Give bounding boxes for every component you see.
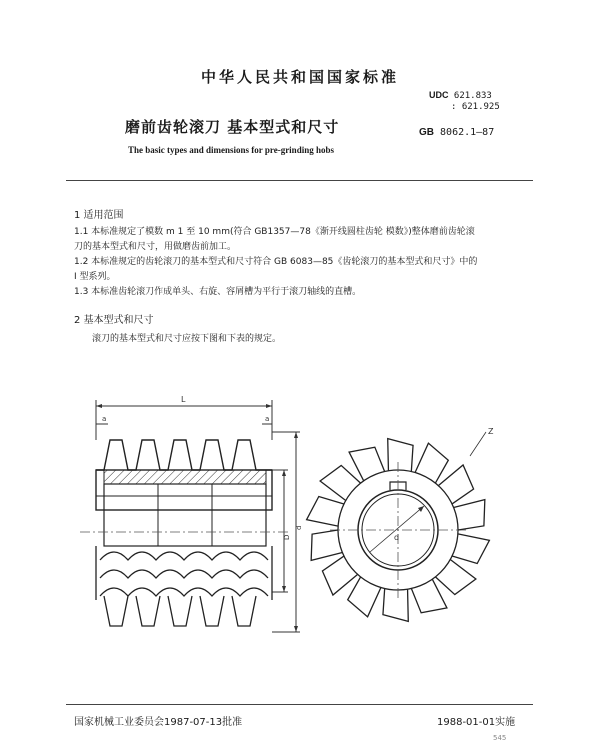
udc-code-2: : 621.925	[451, 102, 500, 112]
section-1-heading: 1 适用范围	[74, 210, 124, 221]
dim-label-d: d	[295, 525, 303, 530]
implementation-date: 1988-01-01实施	[437, 717, 516, 728]
section-2-intro: 滚刀的基本型式和尺寸应按下图和下表的规定。	[92, 334, 282, 344]
dim-label-D: D	[283, 534, 291, 540]
helical-teeth-lower	[96, 546, 272, 626]
clause-1-2-line-2: I 型系列。	[74, 272, 116, 282]
hatched-section	[104, 470, 266, 484]
cutting-tooth	[415, 443, 448, 483]
header-divider	[66, 180, 533, 181]
cutting-tooth	[411, 579, 447, 613]
cutting-tooth	[438, 465, 473, 504]
section-1-body	[74, 225, 544, 300]
gb-number: 8062.1—87	[440, 127, 495, 138]
bore-label-d: d	[394, 533, 400, 542]
udc-code-1: 621.833	[453, 91, 492, 101]
hob-drawing	[0, 385, 600, 655]
gb-label: GB	[419, 127, 434, 138]
hub-body	[104, 484, 266, 546]
teeth-label-Z: Z	[488, 427, 494, 436]
english-title: The basic types and dimensions for pre-grinding hobs	[128, 145, 334, 155]
dimension-lines	[96, 400, 300, 632]
udc-label: UDC	[429, 90, 449, 100]
dim-label-a-left: a	[102, 415, 107, 423]
clause-1-2-line-1: 1.2 本标准规定的齿轮滚刀的基本型式和尺寸符合 GB 6083—85《齿轮滚刀的基本型式和尺寸》中的	[74, 257, 478, 267]
cutting-tooth	[388, 439, 413, 472]
clause-1-1-line-2: 刀的基本型式和尺寸，用做磨齿前加工。	[74, 242, 237, 252]
cutting-tooth	[349, 447, 385, 481]
cutting-tooth	[322, 556, 357, 595]
clause-1-1-line-1: 1.1 本标准规定了模数 m 1 至 10 mm(符合 GB1357—78《渐开线圆柱齿轮 模数》)整体磨前齿轮滚	[74, 227, 475, 237]
clause-1-3: 1.3 本标准齿轮滚刀作成单头、右旋、容屑槽为平行于滚刀轴线的直槽。	[74, 287, 362, 297]
approval-note: 国家机械工业委员会1987-07-13批准	[74, 717, 243, 728]
standard-title: 中华人民共和国国家标准	[200, 68, 399, 86]
dim-label-L: L	[181, 395, 186, 404]
section-2-heading: 2 基本型式和尺寸	[74, 315, 154, 326]
cutting-tooth	[320, 465, 360, 500]
document-title: 磨前齿轮滚刀 基本型式和尺寸	[125, 118, 340, 136]
thread-profile-top	[96, 440, 272, 470]
cutting-tooth	[435, 559, 475, 594]
dim-label-a-right: a	[265, 415, 270, 423]
page-number: 545	[493, 734, 507, 742]
cutting-tooth	[383, 589, 408, 622]
cutting-tooth	[348, 577, 381, 617]
gb-number-block	[419, 127, 494, 138]
footer-divider	[66, 704, 533, 705]
dimension-arrows	[96, 404, 298, 632]
hob-end-view	[307, 427, 494, 621]
udc-block	[429, 90, 500, 113]
